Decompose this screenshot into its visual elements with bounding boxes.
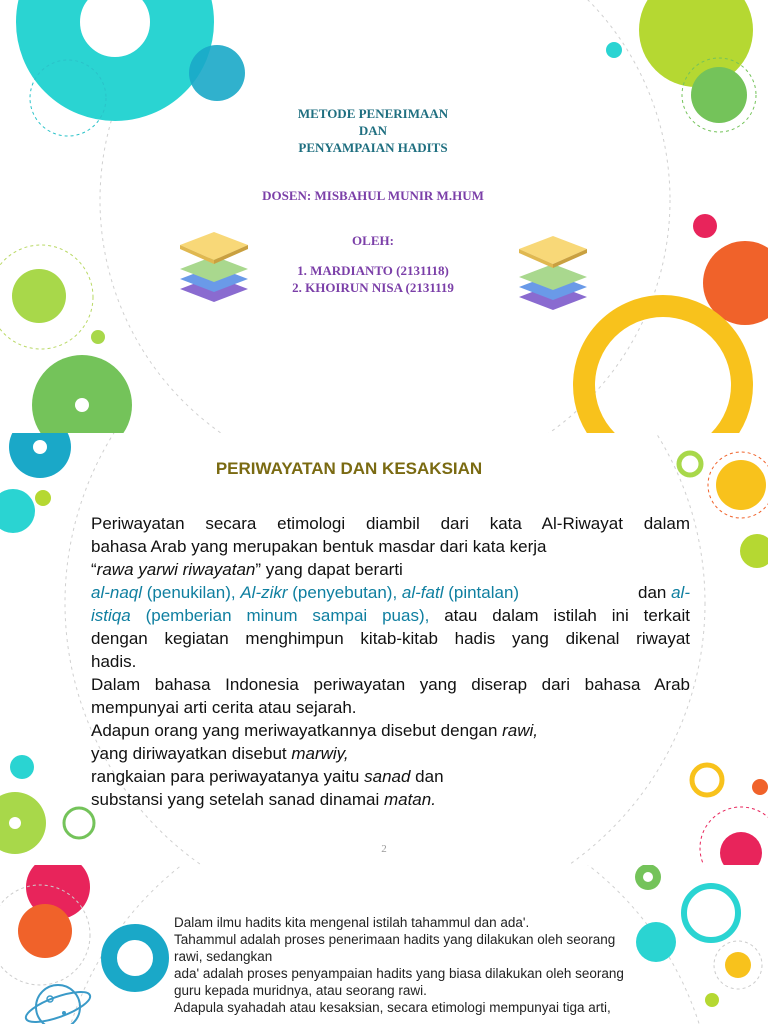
cover-title bbox=[198, 105, 548, 156]
body-line: Periwayatan secara etimologi diambil dari kata Al-Riwayat dalam bbox=[91, 514, 690, 533]
slide-cover bbox=[0, 0, 768, 433]
body-line: mempunyai arti cerita atau sejarah. bbox=[91, 698, 357, 717]
decorative-circles bbox=[0, 0, 768, 433]
title-line-3: PENYAMPAIAN HADITS bbox=[298, 140, 448, 155]
body-line: guru kepada muridnya, atau seorang rawi. bbox=[174, 983, 427, 998]
term-sanad: sanad bbox=[364, 767, 411, 786]
body-line: Tahammul adalah proses penerimaan hadits yang dilakukan oleh seorang bbox=[174, 932, 616, 947]
body-line: Dalam bahasa Indonesia periwayatan yang diserap dari bahasa Arab bbox=[91, 675, 690, 694]
title-line-1: METODE PENERIMAAN bbox=[297, 106, 449, 121]
body-line: ada' adalah proses penyampaian hadits yang biasa dilakukan oleh seorang bbox=[174, 966, 624, 981]
slide-periwayatan bbox=[0, 433, 768, 865]
body-line: Adapun orang yang meriwayatkannya disebut dengan rawi, bbox=[91, 721, 539, 740]
term-marwiy: marwiy, bbox=[291, 744, 349, 763]
body-line: al-naql (penukilan), Al-zikr (penyebutan), al-fatl (pintalan) dan al- bbox=[91, 583, 690, 602]
body-line: Adapula syahadah atau kesaksian, secara etimologi mempunyai tiga arti, bbox=[174, 1000, 611, 1015]
author-2: 2. KHOIRUN NISA (2131119 bbox=[292, 280, 454, 295]
page-number: 2 bbox=[381, 843, 387, 855]
slide-body-text bbox=[91, 512, 690, 811]
body-line: “rawa yarwi riwayatan” yang dapat berarti bbox=[91, 560, 403, 579]
body-line: rangkaian para periwayatanya yaitu sanad dan bbox=[91, 767, 444, 786]
author-1: 1. MARDIANTO (2131118) bbox=[297, 263, 449, 278]
slide-heading: PERIWAYATAN DAN KESAKSIAN bbox=[215, 459, 483, 478]
term-matan: matan. bbox=[383, 790, 436, 809]
body-line: substansi yang setelah sanad dinamai matan. bbox=[91, 790, 436, 809]
term-al-fatl: al-fatl bbox=[401, 583, 444, 602]
title-line-2: DAN bbox=[358, 123, 388, 138]
term-al-zikr: Al-zikr bbox=[240, 583, 288, 602]
lecturer-name: DOSEN: MISBAHUL MUNIR M.HUM bbox=[262, 188, 484, 203]
by-label: OLEH: bbox=[352, 233, 394, 248]
body-line: dengan kegiatan menghimpun kitab-kitab hadis yang dikenal riwayat bbox=[91, 629, 690, 648]
term-al-naql: al-naql bbox=[91, 583, 143, 602]
body-line: bahasa Arab yang merupakan bentuk masdar dari kata kerja bbox=[91, 537, 547, 556]
body-line: rawi, sedangkan bbox=[174, 949, 273, 964]
term-al-istiqa: al- bbox=[671, 583, 690, 602]
body-line: hadis. bbox=[91, 652, 137, 671]
body-line: Dalam ilmu hadits kita mengenal istilah tahammul dan ada'. bbox=[174, 915, 530, 930]
term-rawa-yarwi: rawa yarwi riwayatan bbox=[96, 560, 256, 579]
slide-body-text bbox=[174, 914, 677, 1016]
body-line: istiqa (pemberian minum sampai puas), atau dalam istilah ini terkait bbox=[91, 606, 690, 625]
body-line: yang diriwayatkan disebut marwiy, bbox=[91, 744, 349, 763]
slide-tahammul bbox=[0, 865, 768, 1024]
author-list bbox=[198, 262, 548, 296]
term-rawi: rawi, bbox=[502, 721, 539, 740]
planet-icon bbox=[22, 969, 94, 1024]
